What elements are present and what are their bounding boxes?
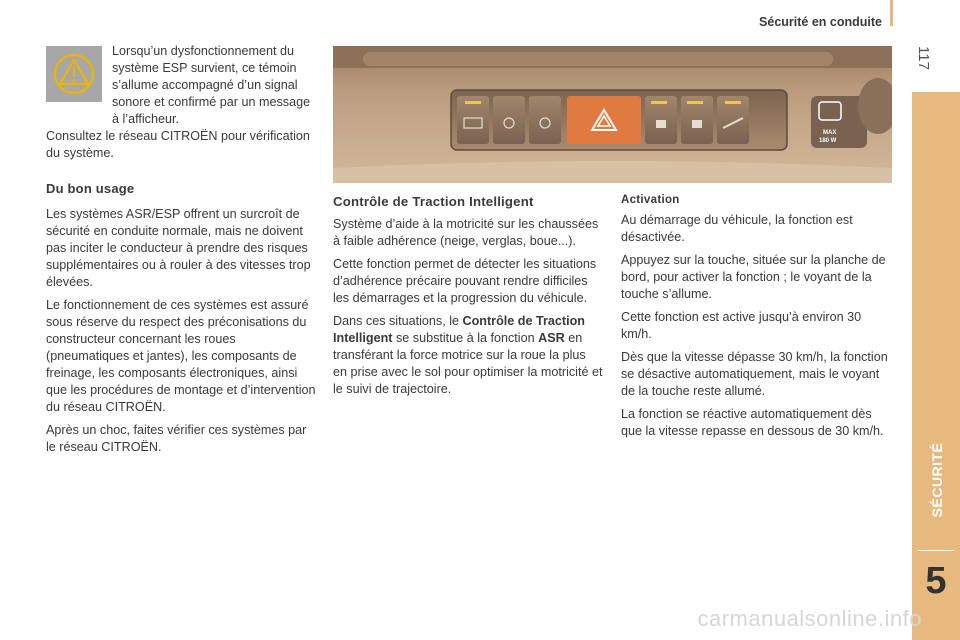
good-use-paragraph-3: Après un choc, faites vérifier ces systèmes par le réseau CITROËN. <box>46 423 307 454</box>
chapter-tab <box>912 92 960 640</box>
header-bar <box>890 0 893 26</box>
chapter-number: 5 <box>925 560 947 602</box>
max-label: MAX <box>823 130 837 136</box>
section-heading-traction: Contrôle de Traction Intelligent <box>333 194 534 209</box>
activation-paragraph-1: Au démarrage du véhicule, la fonction est désactivée. <box>621 213 853 244</box>
traction-paragraph-2: Cette fonction permet de détecter les situations d’adhérence précaire pouvant rendre difficiles les démarrages et la progression du véhicule. <box>333 257 597 305</box>
traction-paragraph-1: Système d’aide à la motricité sur les chaussées à faible adhérence (neige, verglas, boue...). <box>333 217 599 248</box>
activation-paragraph-5: La fonction se réactive automatiquement dès que la vitesse repasse en dessous de 30 km/h. <box>621 407 884 438</box>
consult-network-text: Consultez le réseau CITROËN pour vérification du système. <box>46 129 310 160</box>
traction-body <box>333 216 603 404</box>
activation-paragraph-2: Appuyez sur la touche, située sur la planche de bord, pour activer la fonction ; le voyant de la touche s’allume. <box>621 253 886 301</box>
activation-body <box>621 212 893 446</box>
watt-label: 180 W <box>819 138 837 144</box>
watermark: carmanualsonline.info <box>697 606 922 631</box>
chapter-tab-label: SÉCURITÉ <box>929 442 945 518</box>
switch-buttons <box>457 96 749 144</box>
good-use-paragraph-1: Les systèmes ASR/ESP offrent un surcroît de sécurité en conduite normale, mais ne doivent pas inciter le conducteur à prendre des risques supplémentaires ou à rouler à des vitesses trop élevées. <box>46 207 311 289</box>
esp-malfunction-text: Lorsqu’un dysfonctionnement du système ESP survient, ce témoin s’allume accompagné d’un signal sonore et confirmé par un message à l’afficheur. <box>112 44 311 126</box>
traction-paragraph-3: Dans ces situations, le Contrôle de Traction Intelligent se substitue à la fonction ASR en transférant la force motrice sur la roue la plus en prise avec le sol pour optimiser la motricité et le suivi de trajectoire. <box>333 314 603 396</box>
activation-heading: Activation <box>621 194 680 206</box>
page-number: 117 <box>915 46 932 70</box>
section-heading-good-use: Du bon usage <box>46 181 135 196</box>
esp-warning-icon <box>46 46 102 102</box>
activation-paragraph-4: Dès que la vitesse dépasse 30 km/h, la fonction se désactive automatiquement, mais le voyant de la touche reste allumé. <box>621 350 888 398</box>
activation-paragraph-3: Cette fonction est active jusqu’à environ 30 km/h. <box>621 310 862 341</box>
good-use-paragraph-2: Le fonctionnement de ces systèmes est assuré sous réserve du respect des préconisations du constructeur concernant les roues (pneumatiques et jantes), les composants de freinage, les composants électroniques, ainsi que les procédures de montage et d’intervention du réseau CITROËN. <box>46 298 316 414</box>
chapter-divider <box>918 550 954 551</box>
good-use-body <box>46 206 316 462</box>
dashboard-switch-photo <box>333 46 892 183</box>
header-title: Sécurité en conduite <box>759 15 882 29</box>
